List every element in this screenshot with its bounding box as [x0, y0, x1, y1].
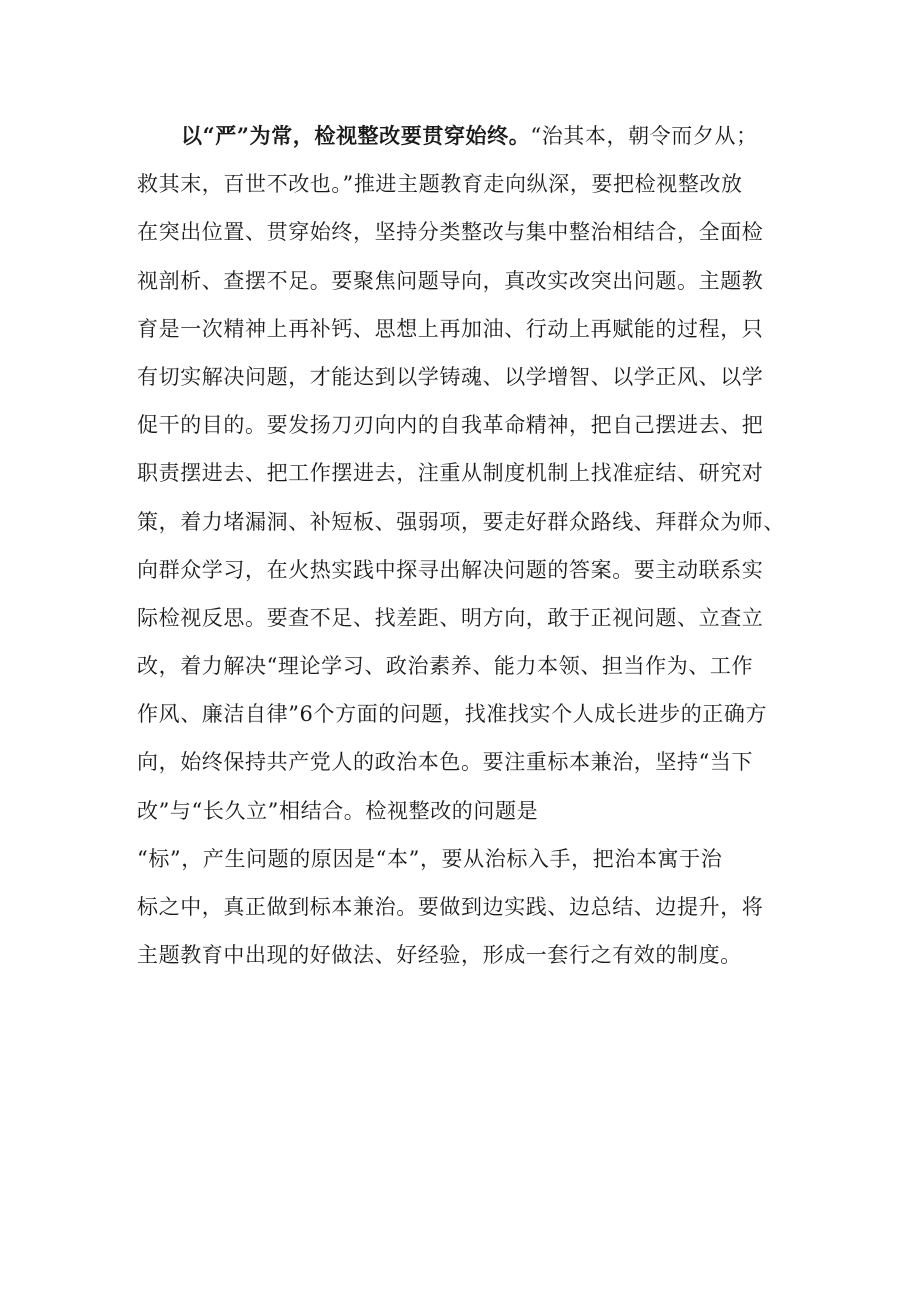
text-line: 际检视反思。要查不足、找差距、明方向，敢于正视问题、立查立: [137, 605, 764, 630]
text-line: 育是一次精神上再补钙、思想上再加油、行动上再赋能的过程，只: [137, 316, 764, 341]
text-line: 标之中，真正做到标本兼治。要做到边实践、边总结、边提升，将: [137, 895, 764, 919]
text-line: 改”与“长久立”相结合。检视整改的问题是: [137, 798, 539, 823]
text-line: 职责摆进去、把工作摆进去，注重从制度机制上找准症结、研究对: [137, 461, 764, 486]
body-paragraph: [137, 112, 787, 979]
text-line: 改，着力解决“理论学习、政治素养、能力本领、担当作为、工作: [137, 654, 754, 679]
paragraph-first-line: [137, 112, 787, 160]
text-line: 作风、廉洁自律”6个方面的问题，找准找实个人成长进步的正确方: [137, 702, 768, 727]
text-line: 向，始终保持共产党人的政治本色。要注重标本兼治，坚持“当下: [137, 750, 754, 775]
text-line: 视剖析、查摆不足。要聚焦问题导向，真改实改突出问题。主题教: [137, 268, 764, 293]
text-line: 向群众学习，在火热实践中探寻出解决问题的答案。要主动联系实: [137, 557, 764, 582]
paragraph-heading: 以“严”为常，检视整改要贯穿始终。: [181, 123, 531, 148]
text-line: 有切实解决问题，才能达到以学铸魂、以学增智、以学正风、以学: [137, 364, 764, 389]
text-line: 促干的目的。要发扬刀刃向内的自我革命精神，把自己摆进去、把: [137, 413, 764, 438]
text-line: 策，着力堵漏洞、补短板、强弱项，要走好群众路线、拜群众为师、: [137, 509, 785, 534]
text-line: “标”，产生问题的原因是“本”，要从治标入手，把治本寓于治: [137, 846, 723, 871]
text-line: 救其末，百世不改也。”推进主题教育走向纵深，要把检视整改放: [137, 172, 743, 197]
text-line: 在突出位置、贯穿始终，坚持分类整改与集中整治相结合，全面检: [137, 220, 764, 245]
text-line: 主题教育中出现的好做法、好经验，形成一套行之有效的制度。: [137, 943, 742, 968]
text-line: “治其本，朝令而夕从；: [530, 124, 758, 148]
